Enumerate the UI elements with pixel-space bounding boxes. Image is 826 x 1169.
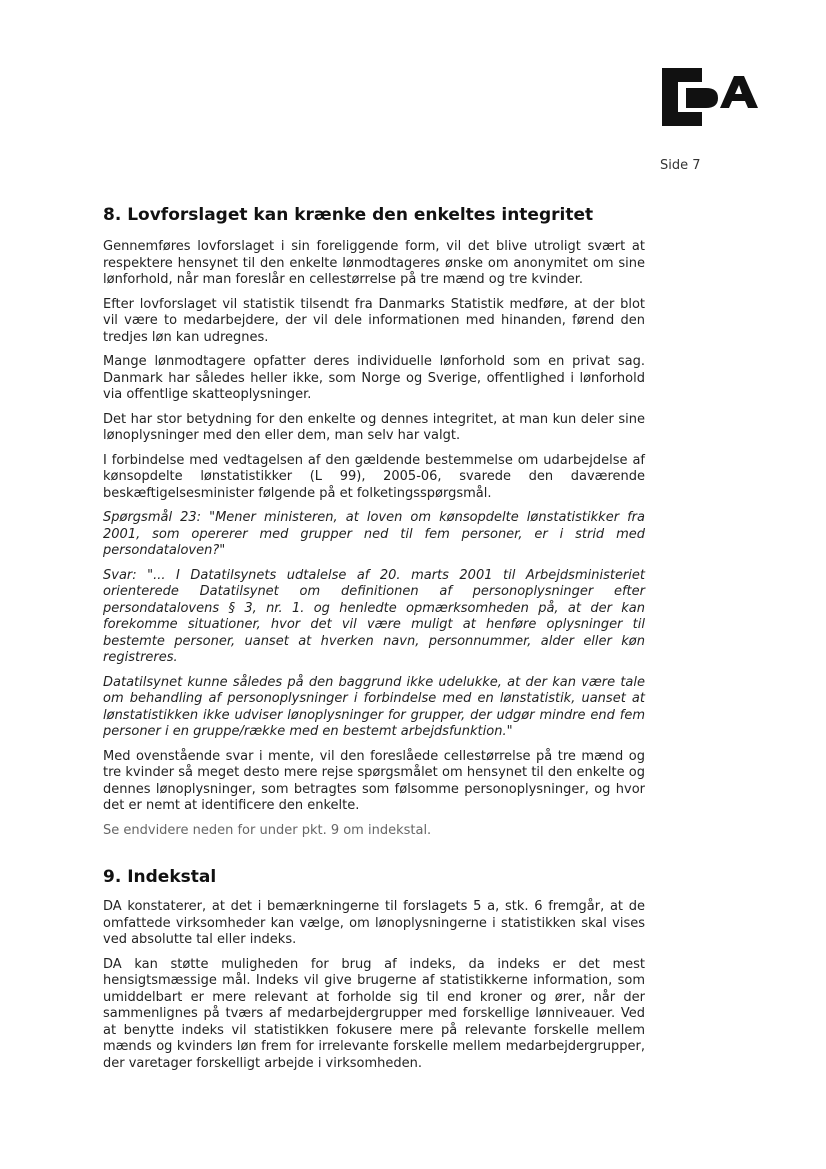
paragraph: I forbindelse med vedtagelsen af den gældende bestemmelse om udarbejdelse af kønsopdelte lønstatistikker (L 99), 2005-06, svarede den daværende beskæftigelsesminister følgende på et folketingsspørgsmål. <box>103 452 645 501</box>
section-9-heading: 9. Indekstal <box>103 867 217 887</box>
cross-reference: Se endvidere neden for under pkt. 9 om indekstal. <box>103 822 432 838</box>
paragraph: Det har stor betydning for den enkelte og dennes integritet, at man kun deler sine lønoplysninger med den eller dem, man selv har valgt. <box>103 411 645 443</box>
paragraph: DA kan støtte muligheden for brug af indeks, da indeks er det mest hensigtsmæssige mål. Indeks vil give brugerne af statistikkerne information, som umiddelbart er mere relevant at forholde sig til end kroner og ører, når der sammenlignes på tværs af medarbejdergrupper med forskellige lønniveauer. Ved at benytte indeks vil statistikken fokusere mere på relevante forskelle mellem mænds og kvinders løn frem for irrelevante forskelle mellem medarbejdergrupper, der varetager forskelligt arbejde i virksomheden. <box>103 956 645 1071</box>
paragraph: Gennemføres lovforslaget i sin foreliggende form, vil det blive utroligt svært at respektere hensynet til den enkelte lønmodtageres ønske om anonymitet om sine lønforhold, når man foreslår en cellestørrelse på tre mænd og tre kvinder. <box>103 239 645 287</box>
quoted-answer-continued: Datatilsynet kunne således på den baggrund ikke udelukke, at der kan være tale om behandling af personoplysninger i forbindelse med en lønstatistik, uanset at lønstatistikken ikke udviser lønoplysninger for grupper, der udgør mindre end fem personer i en gruppe/række med en bestemt arbejdsfunktion." <box>103 674 645 739</box>
paragraph: Mange lønmodtagere opfatter deres individuelle lønforhold som en privat sag. Danmark har således heller ikke, som Norge og Sverige, offentlighed i lønforhold via offentlige skatteoplysninger. <box>103 354 645 402</box>
paragraph: Med ovenstående svar i mente, vil den foreslåede cellestørrelse på tre mænd og tre kvinder så meget desto mere rejse spørgsmålet om hensynet til den enkelte og dennes lønoplysninger, som betragtes som følsomme personoplysninger, og hvor det er nemt at identificere den enkelte. <box>103 748 645 813</box>
quoted-question: Spørgsmål 23: "Mener ministeren, at loven om kønsopdelte lønstatistikker fra 2001, som opererer med grupper ned til fem personer, er i strid med persondataloven?" <box>103 510 645 558</box>
section-8-heading: 8. Lovforslaget kan krænke den enkeltes integritet <box>103 205 594 225</box>
da-logo <box>660 64 772 130</box>
paragraph: DA konstaterer, at det i bemærkningerne til forslagets 5 a, stk. 6 fremgår, at de omfattede virksomheder kan vælge, om lønoplysningerne i statistikken skal vises ved absolutte tal eller indeks. <box>103 899 645 947</box>
paragraph: Efter lovforslaget vil statistik tilsendt fra Danmarks Statistik medføre, at der blot vil være to medarbejdere, der vil dele informationen med hinanden, førend den tredjes løn kan udregnes. <box>103 296 645 345</box>
da-logo-mark <box>660 64 772 130</box>
quoted-answer: Svar: "... I Datatilsynets udtalelse af 20. marts 2001 til Arbejdsministeriet orienterede Datatilsynet om definitionen af personoplysninger efter persondatalovens § 3, nr. 1. og henledte opmærksomheden på, at der kan forekomme situationer, hvor det vil være muligt at henføre oplysninger til bestemte personer, uanset at hverken navn, personnummer, alder eller køn registreres. <box>103 567 645 665</box>
page-number: Side 7 <box>660 158 701 173</box>
document-body <box>103 205 645 1080</box>
